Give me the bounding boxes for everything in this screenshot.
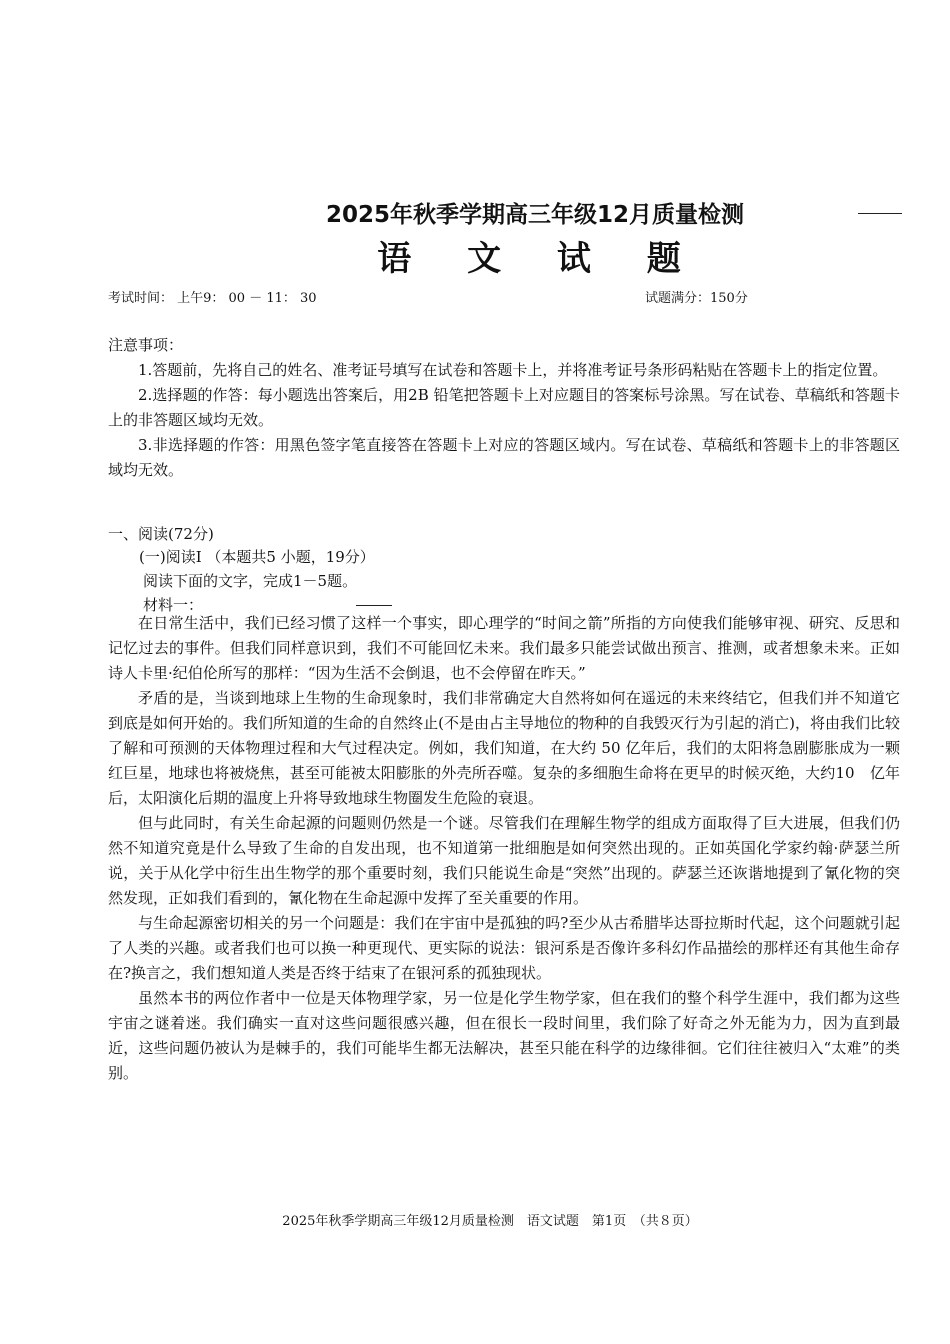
notice-title: 注意事项： [108,336,184,354]
reading-instruction: 阅读下面的文字，完成1－5题。 [143,572,358,590]
material-paragraph: 但与此同时，有关生命起源的问题则仍然是一个谜。尽管我们在理解生物学的组成方面取得了巨大进展，但我们仍然不知道究竟是什么导致了生命的自发出现，也不知道第一批细胞是如何突然出现的。正如英国化学家约翰·萨瑟兰所说，关于从化学中衍生出生物学的那个重要时刻，我们只能说生命是“突然”出现的。萨瑟兰还诙谐地提到了氰化物的突然发现，正如我们看到的，氰化物在生命起源中发挥了至关重要的作用。 [108,814,900,907]
full-score: 试题满分：150分 [645,291,748,306]
material-paragraph: 在日常生活中，我们已经习惯了这样一个事实，即心理学的“时间之箭”所指的方向使我们能够审视、研究、反思和记忆过去的事件。但我们同样意识到，我们不可能回忆未来。我们最多只能尝试做出预言、推测，或者想象未来。正如诗人卡里·纪伯伦所写的那样：“因为生活不会倒退，也不会停留在昨天。” [108,614,900,682]
section-title: 一、阅读(72分) [108,525,214,543]
material-paragraph: 与生命起源密切相关的另一个问题是：我们在宇宙中是孤独的吗?至少从古希腊毕达哥拉斯时代起，这个问题就引起了人类的兴趣。或者我们也可以换一种更现代、更实际的说法：银河系是否像许多科幻作品描绘的那样还有其他生命存在?换言之，我们想知道人类是否终于结束了在银河系的孤独现状。 [108,914,900,982]
material-paragraph: 虽然本书的两位作者中一位是天体物理学家，另一位是化学生物学家，但在我们的整个科学生涯中，我们都为这些宇宙之谜着迷。我们确实一直对这些问题很感兴趣，但在很长一段时间里，我们除了好奇之外无能为力，因为直到最近，这些问题仍被认为是棘手的，我们可能毕生都无法解决，甚至只能在科学的边缘徘徊。它们往往被归入“太难”的类别。 [108,989,900,1082]
material-paragraph: 矛盾的是，当谈到地球上生物的生命现象时，我们非常确定大自然将如何在遥远的未来终结它，但我们并不知道它到底是如何开始的。我们所知道的生命的自然终止(不是由占主导地位的物种的自我毁灭行为引起的消亡)，将由我们比较了解和可预测的天体物理过程和大气过程决定。例如，我们知道，在大约 50 亿年后，我们的太阳将急剧膨胀成为一颗红巨星，地球也将被烧焦，甚至可能被太阳膨胀的外壳所吞噬。复杂的多细胞生命将在更早的时候灭绝，大约10 亿年后，太阳演化后期的温度上升将导致地球生物圈发生危险的衰退。 [108,689,900,807]
exam-title: 2025年秋季学期高三年级12月质量检测 [325,202,745,228]
material-text [108,611,900,1086]
page-footer: 2025年秋季学期高三年级12月质量检测 语文试题 第1页 （共８页） [282,1214,698,1229]
notice-item-2: 2.选择题的作答：每小题选出答案后，用2B 铅笔把答题卡上对应题目的答案标号涂黑。写在试卷、草稿纸和答题卡上的非答题区域均无效。 [108,386,900,429]
exam-time: 考试时间： 上午9： 00 － 11： 30 [108,291,317,306]
notice-item-1: 1.答题前，先将自己的姓名、准考证号填写在试卷和答题卡上，并将准考证号条形码粘贴在答题卡上的指定位置。 [138,361,888,379]
notice-item-3: 3.非选择题的作答：用黑色签字笔直接答在答题卡上对应的答题区域内。写在试卷、草稿纸和答题卡上的非答题区域均无效。 [108,436,900,479]
subsection-title: (一)阅读Ⅰ （本题共5 小题，19分） [139,548,375,566]
material-blank-line [356,605,392,606]
material-label: 材料一： [143,596,204,614]
subject-title: 语 文 试 题 [377,239,703,279]
notice-section [108,333,900,483]
